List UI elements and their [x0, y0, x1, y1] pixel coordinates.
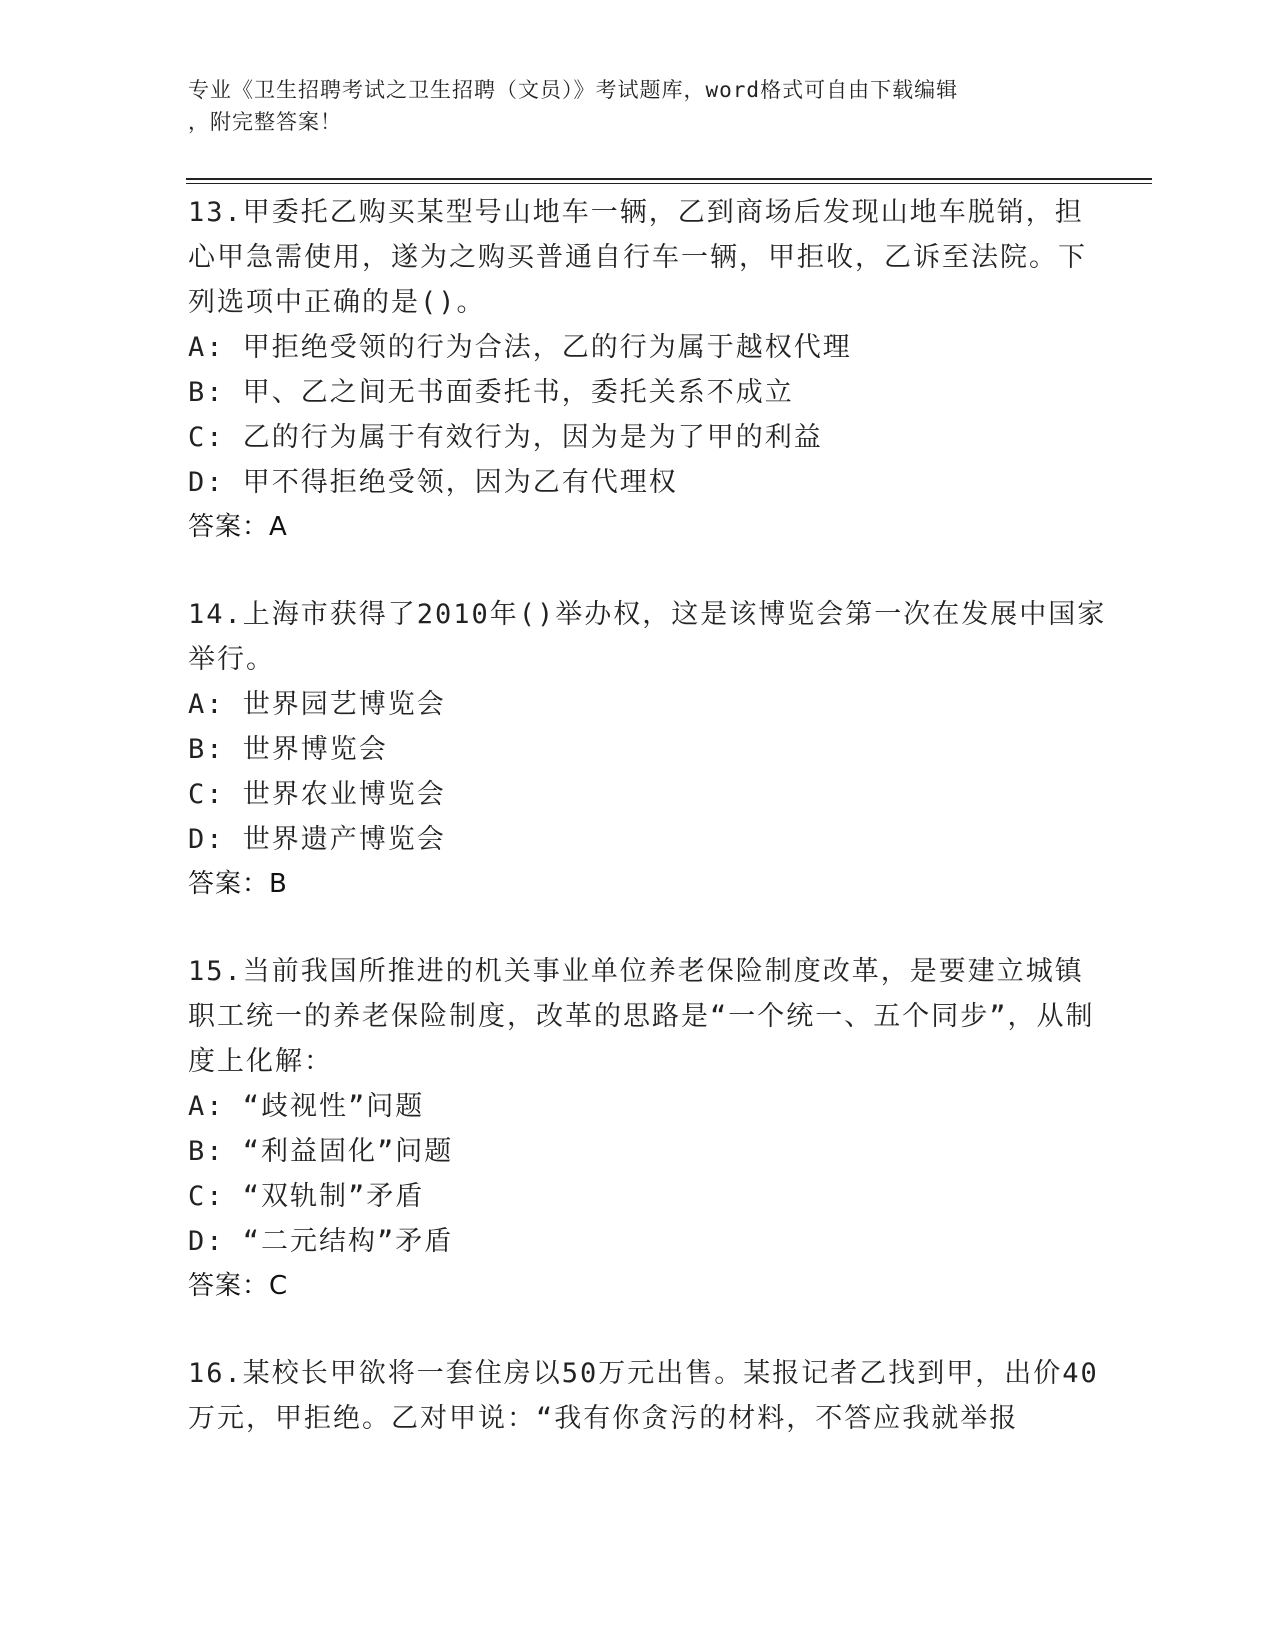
document-header — [188, 74, 1068, 138]
question-list — [188, 190, 1108, 1483]
option-d: D: “二元结构”矛盾 — [188, 1226, 454, 1257]
question-13 — [188, 190, 1108, 550]
option-b: B: “利益固化”问题 — [188, 1136, 454, 1167]
answer-label: 答案：A — [188, 512, 288, 542]
question-16 — [188, 1351, 1108, 1441]
option-c: C: 世界农业博览会 — [188, 779, 446, 810]
question-stem: 16.某校长甲欲将一套住房以50万元出售。某报记者乙找到甲，出价40万元，甲拒绝。乙对甲说：“我有你贪污的材料，不答应我就举报 — [188, 1358, 1099, 1434]
option-b: B: 世界博览会 — [188, 734, 388, 765]
answer-label: 答案：C — [188, 1271, 289, 1301]
header-divider-thick — [186, 178, 1152, 180]
option-a: A: 甲拒绝受领的行为合法，乙的行为属于越权代理 — [188, 332, 852, 363]
question-14 — [188, 592, 1108, 907]
header-divider-thin — [186, 183, 1152, 184]
option-a: A: 世界园艺博览会 — [188, 689, 446, 720]
answer-label: 答案：B — [188, 869, 288, 899]
option-b: B: 甲、乙之间无书面委托书，委托关系不成立 — [188, 377, 794, 408]
question-stem: 14.上海市获得了2010年()举办权，这是该博览会第一次在发展中国家举行。 — [188, 599, 1107, 675]
option-a: A: “歧视性”问题 — [188, 1091, 425, 1122]
question-15 — [188, 949, 1108, 1309]
option-c: C: 乙的行为属于有效行为，因为是为了甲的利益 — [188, 422, 823, 453]
option-c: C: “双轨制”矛盾 — [188, 1181, 425, 1212]
option-d: D: 甲不得拒绝受领，因为乙有代理权 — [188, 467, 678, 498]
option-d: D: 世界遗产博览会 — [188, 824, 446, 855]
header-line-2: ，附完整答案！ — [188, 110, 342, 134]
header-line-1: 专业《卫生招聘考试之卫生招聘（文员）》考试题库，word格式可自由下载编辑 — [188, 78, 959, 102]
question-stem: 13.甲委托乙购买某型号山地车一辆，乙到商场后发现山地车脱销，担心甲急需使用，遂为之购买普通自行车一辆，甲拒收，乙诉至法院。下列选项中正确的是()。 — [188, 197, 1087, 318]
question-stem: 15.当前我国所推进的机关事业单位养老保险制度改革，是要建立城镇职工统一的养老保险制度，改革的思路是“一个统一、五个同步”，从制度上化解： — [188, 956, 1095, 1077]
